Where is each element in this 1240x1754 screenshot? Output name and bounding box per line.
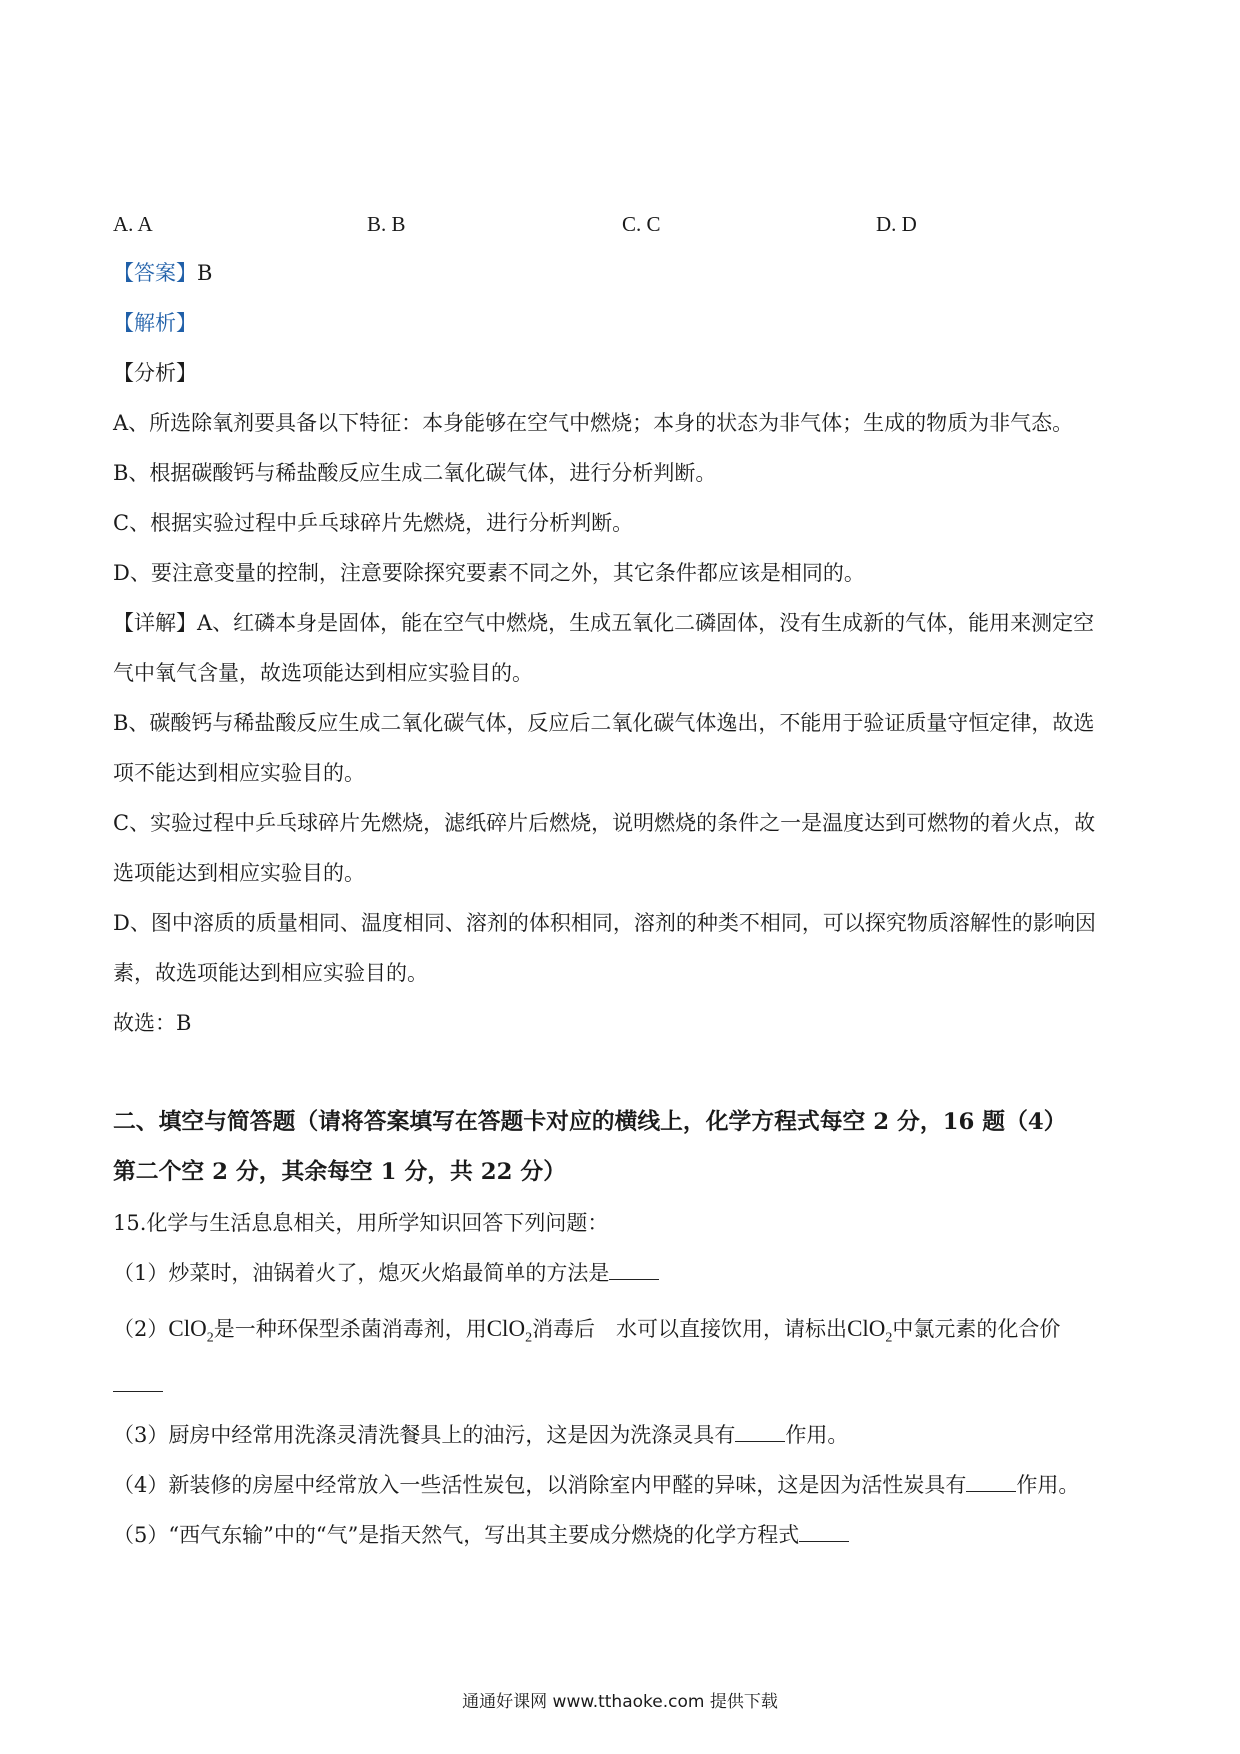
formula-base: ClO (847, 1316, 886, 1341)
part-text: 消毒后 水可以直接饮用，请标出 (532, 1317, 848, 1341)
question-part (113, 1520, 849, 1550)
formula-sub: 2 (525, 1330, 533, 1346)
question-stem: 15.化学与生活息息相关，用所学知识回答下列问题： (113, 1211, 609, 1235)
detail-tag: 【详解】 (113, 611, 197, 635)
answer-value: B (197, 261, 213, 285)
detail-line: 气中氧气含量，故选项能达到相应实验目的。 (113, 661, 533, 685)
formula-sub: 2 (206, 1330, 214, 1346)
detail-line (113, 608, 1094, 638)
answer-line (113, 258, 212, 288)
fenxi-line: C、根据实验过程中乒乓球碎片先燃烧，进行分析判断。 (113, 511, 634, 535)
detail-line: B、碳酸钙与稀盐酸反应生成二氧化碳气体，反应后二氧化碳气体逸出，不能用于验证质量守恒定律，故选 (113, 711, 1095, 735)
part-text: （4）新装修的房屋中经常放入一些活性炭包，以消除室内甲醛的异味，这是因为活性炭具有 (113, 1473, 967, 1497)
detail-line: D、图中溶质的质量相同、温度相同、溶剂的体积相同，溶剂的种类不相同，可以探究物质溶解性的影响因 (113, 911, 1096, 935)
answer-blank (735, 1423, 785, 1442)
part-text: （1）炒菜时，油锅着火了，熄灭火焰最简单的方法是 (113, 1261, 610, 1285)
fenxi-line: B、根据碳酸钙与稀盐酸反应生成二氧化碳气体，进行分析判断。 (113, 461, 717, 485)
part-text: 中氯元素的化合价 (892, 1317, 1061, 1341)
part-text: 作用。 (785, 1423, 849, 1447)
analysis-tag: 【解析】 (113, 311, 197, 335)
question-part (113, 1420, 848, 1450)
detail-text: A、红磷本身是固体，能在空气中燃烧，生成五氧化二磷固体，没有生成新的气体，能用来测定空 (197, 611, 1095, 635)
detail-line: 选项能达到相应实验目的。 (113, 861, 365, 885)
formula-base: ClO (486, 1316, 526, 1341)
formula-clo2 (847, 1316, 893, 1346)
detail-line: 项不能达到相应实验目的。 (113, 761, 365, 785)
part-text: （3）厨房中经常用洗涤灵清洗餐具上的油污，这是因为洗涤灵具有 (113, 1423, 736, 1447)
formula-sub: 2 (885, 1330, 893, 1346)
formula-clo2 (486, 1316, 533, 1346)
conclusion: 故选：B (113, 1011, 192, 1035)
answer-blank (609, 1261, 659, 1280)
detail-line: 素，故选项能达到相应实验目的。 (113, 961, 428, 985)
formula-clo2 (168, 1316, 214, 1346)
section-heading: 二、填空与简答题（请将答案填写在答题卡对应的横线上，化学方程式每空 2 分，16 题（4） (113, 1109, 1067, 1135)
detail-line: C、实验过程中乒乓球碎片先燃烧，滤纸碎片后燃烧，说明燃烧的条件之一是温度达到可燃物的着火点，故 (113, 811, 1096, 835)
formula-base: ClO (168, 1316, 207, 1341)
fenxi-line: D、要注意变量的控制，注意要除探究要素不同之外，其它条件都应该是相同的。 (113, 561, 865, 585)
part-text: 作用。 (1016, 1473, 1080, 1497)
question-part (113, 1314, 1060, 1354)
answer-blank (799, 1523, 849, 1542)
question-part (113, 1370, 163, 1400)
answer-blank (113, 1373, 163, 1392)
fenxi-tag: 【分析】 (113, 361, 197, 385)
fenxi-line: A、所选除氧剂要具备以下特征：本身能够在空气中燃烧；本身的状态为非气体；生成的物质为非气态。 (113, 411, 1074, 435)
section-heading: 第二个空 2 分，其余每空 1 分，共 22 分） (113, 1159, 567, 1185)
part-text: 是一种环保型杀菌消毒剂，用 (213, 1317, 487, 1341)
part-text: （5）“西气东输”中的“气”是指天然气，写出其主要成分燃烧的化学方程式 (113, 1523, 800, 1547)
option-a: A. A (113, 212, 153, 236)
option-b: B. B (367, 212, 406, 236)
answer-tag: 【答案】 (113, 261, 197, 285)
question-part (113, 1258, 659, 1288)
answer-blank (966, 1473, 1016, 1492)
option-c: C. C (622, 212, 661, 236)
footer: 通通好课网 www.tthaoke.com 提供下载 (462, 1692, 778, 1712)
option-d: D. D (876, 212, 917, 236)
question-part (113, 1470, 1079, 1500)
part-text: （2） (113, 1317, 169, 1341)
